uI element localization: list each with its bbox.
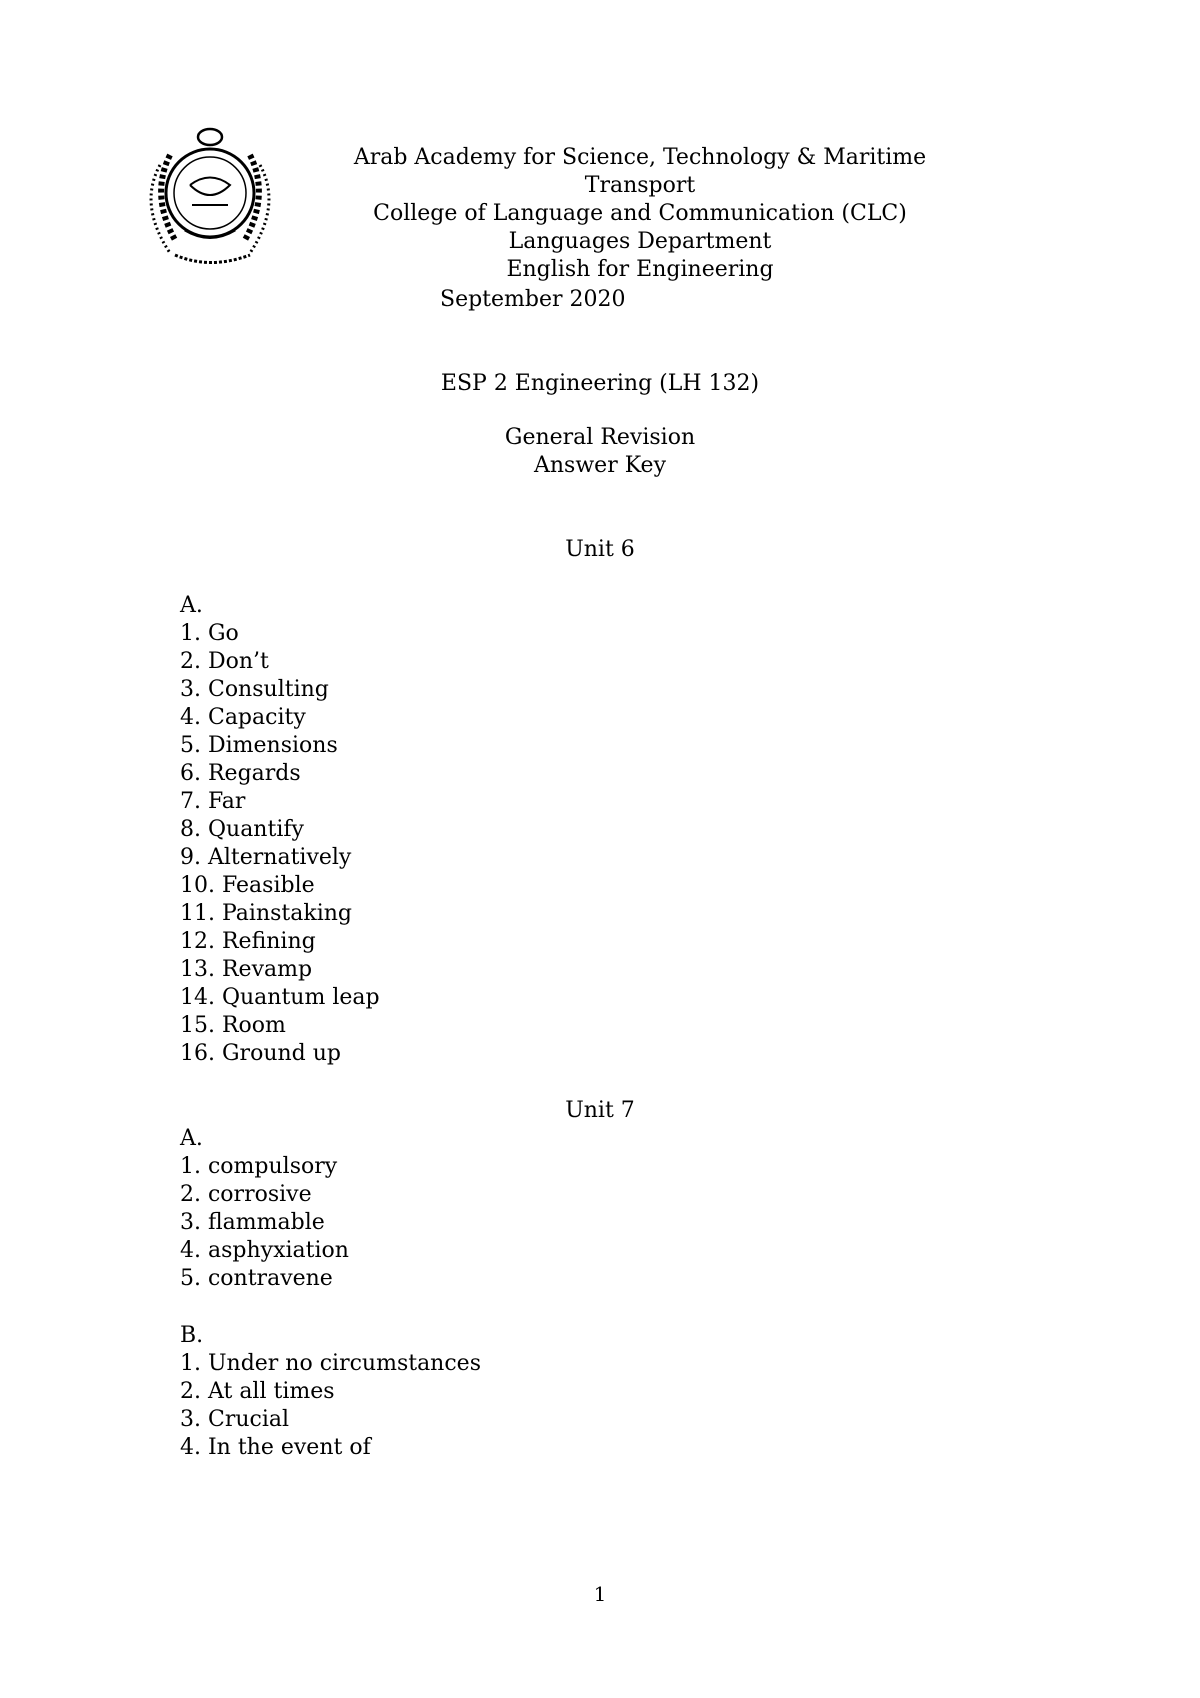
list-item: 2. Don’t (180, 649, 269, 674)
list-item: 4. Capacity (180, 705, 306, 730)
list-item: 12. Refining (180, 929, 316, 954)
unit-6-section-a (180, 592, 380, 1068)
list-item: 4. In the event of (180, 1435, 371, 1460)
document-date: September 2020 (440, 287, 626, 312)
list-item: 10. Feasible (180, 873, 315, 898)
list-item: 4. asphyxiation (180, 1238, 349, 1263)
course-area: English for Engineering (506, 257, 774, 282)
section-label: A. (180, 1126, 203, 1151)
list-item: 1. Go (180, 621, 239, 646)
unit-6-heading: Unit 6 (565, 537, 635, 562)
institution-header (300, 144, 980, 284)
course-title: ESP 2 Engineering (LH 132) (440, 371, 760, 396)
document-title-block (300, 424, 900, 480)
department-name: Languages Department (508, 229, 772, 254)
section-label: A. (180, 593, 203, 618)
list-item: 15. Room (180, 1013, 286, 1038)
list-item: 2. At all times (180, 1379, 335, 1404)
list-item: 3. flammable (180, 1210, 325, 1235)
list-item: 11. Painstaking (180, 901, 352, 926)
unit-7-section-a (180, 1125, 349, 1293)
institution-name: Arab Academy for Science, Technology & Maritime Transport (353, 145, 927, 198)
list-item: 14. Quantum leap (180, 985, 380, 1010)
college-name: College of Language and Communication (CLC) (373, 201, 907, 226)
section-label: B. (180, 1323, 204, 1348)
list-item: 3. Crucial (180, 1407, 290, 1432)
list-item: 13. Revamp (180, 957, 313, 982)
academy-seal-icon (130, 125, 290, 275)
unit-7-heading: Unit 7 (565, 1098, 635, 1123)
list-item: 8. Quantify (180, 817, 304, 842)
list-item: 1. Under no circumstances (180, 1351, 481, 1376)
unit-7-section-b (180, 1322, 481, 1462)
list-item: 7. Far (180, 789, 246, 814)
list-item: 2. corrosive (180, 1182, 312, 1207)
document-subtitle: Answer Key (534, 453, 666, 478)
list-item: 5. Dimensions (180, 733, 338, 758)
document-title: General Revision (504, 425, 696, 450)
list-item: 1. compulsory (180, 1154, 338, 1179)
list-item: 6. Regards (180, 761, 301, 786)
list-item: 3. Consulting (180, 677, 329, 702)
list-item: 9. Alternatively (180, 845, 352, 870)
page-number: 1 (593, 1582, 607, 1606)
list-item: 16. Ground up (180, 1041, 341, 1066)
list-item: 5. contravene (180, 1266, 333, 1291)
